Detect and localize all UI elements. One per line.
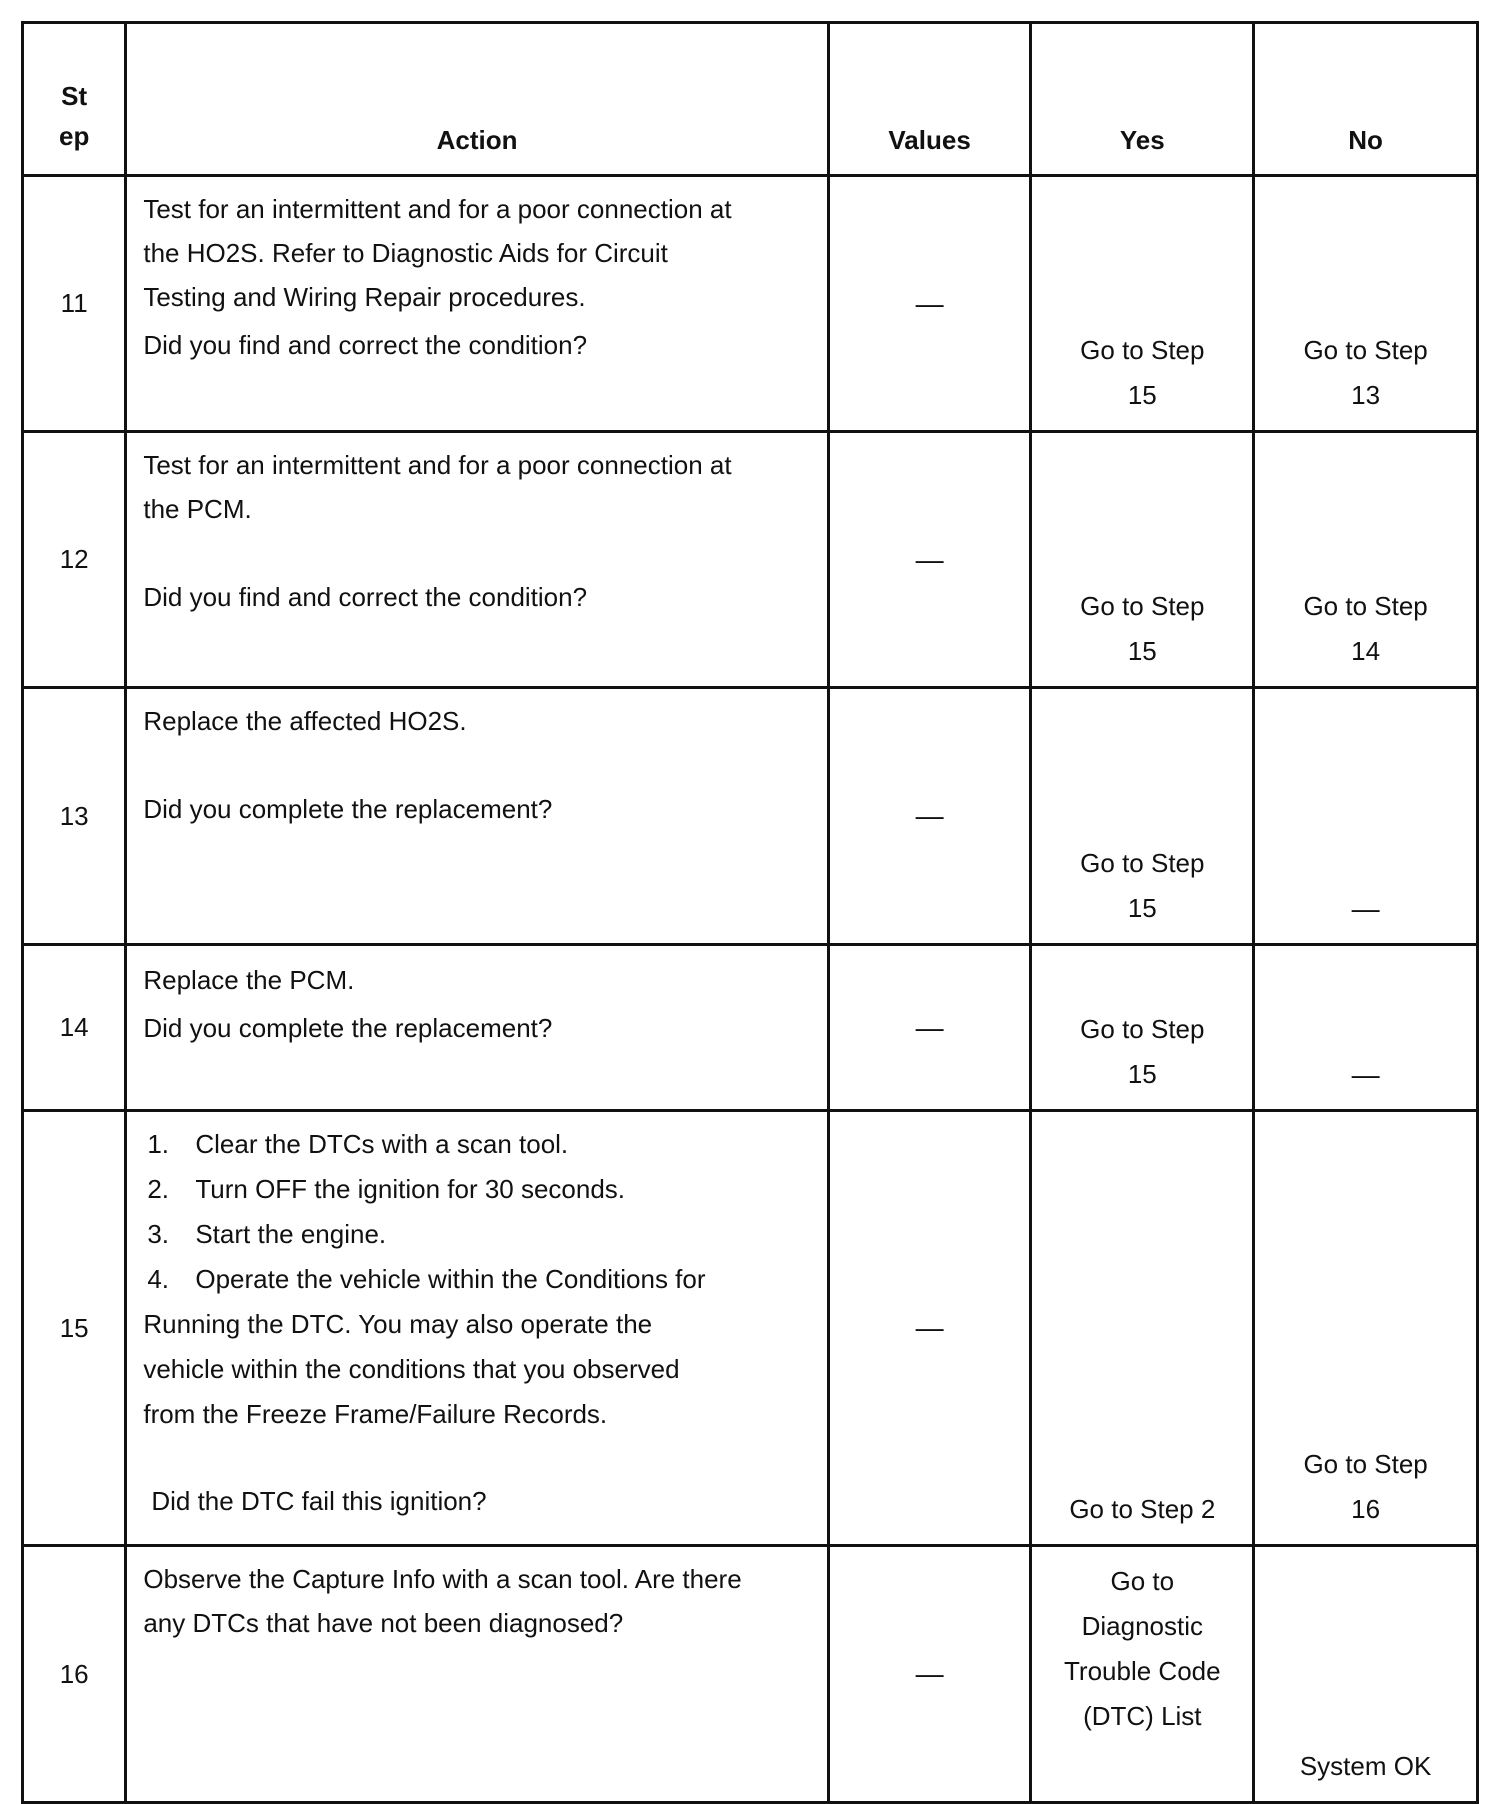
action-question: Did the DTC fail this ignition? (151, 1486, 487, 1516)
action-steps-list (143, 1122, 808, 1437)
step-number: 16 (23, 1546, 126, 1803)
no-cell: System OK (1254, 1546, 1478, 1803)
action-cell (126, 432, 828, 688)
header-yes: Yes (1031, 23, 1254, 176)
yes-cell: Go to Step 15 (1031, 945, 1254, 1111)
yes-cell: Go to Step 15 (1031, 432, 1254, 688)
action-cell (126, 945, 828, 1111)
diagnostic-table (21, 21, 1479, 1804)
table-row (23, 688, 1478, 945)
step-number: 13 (23, 688, 126, 945)
action-text: Test for an intermittent and for a poor connection at the PCM. (143, 450, 732, 524)
table-row (23, 1111, 1478, 1546)
header-row (23, 23, 1478, 176)
action-question: Did you complete the replacement? (143, 1013, 553, 1043)
action-cell (126, 688, 828, 945)
action-question: Did you find and correct the condition? (143, 582, 588, 612)
list-item: 1. Clear the DTCs with a scan tool. (147, 1129, 569, 1159)
yes-cell: Go to Step 2 (1031, 1111, 1254, 1546)
table-row (23, 432, 1478, 688)
action-text: Observe the Capture Info with a scan tool. Are there any DTCs that have not been diagnosed? (143, 1564, 742, 1638)
no-cell: Go to Step 14 (1254, 432, 1478, 688)
table-row (23, 176, 1478, 432)
no-cell: — (1254, 688, 1478, 945)
values-cell: — (828, 945, 1031, 1111)
list-item: 2. Turn OFF the ignition for 30 seconds. (147, 1174, 626, 1204)
header-values: Values (828, 23, 1031, 176)
no-cell: Go to Step 13 (1254, 176, 1478, 432)
step-number: 14 (23, 945, 126, 1111)
no-cell: Go to Step 16 (1254, 1111, 1478, 1546)
values-cell: — (828, 1111, 1031, 1546)
step-number: 15 (23, 1111, 126, 1546)
values-cell: — (828, 176, 1031, 432)
yes-cell: Go to Diagnostic Trouble Code (DTC) List (1031, 1546, 1254, 1803)
values-cell: — (828, 432, 1031, 688)
yes-cell: Go to Step 15 (1031, 176, 1254, 432)
list-item: 3. Start the engine. (147, 1219, 387, 1249)
action-text: Replace the PCM. (143, 965, 355, 995)
action-cell (126, 176, 828, 432)
values-cell: — (828, 1546, 1031, 1803)
action-cell (126, 1546, 828, 1803)
header-no: No (1254, 23, 1478, 176)
step-number: 12 (23, 432, 126, 688)
action-question: Did you find and correct the condition? (143, 330, 588, 360)
step-number: 11 (23, 176, 126, 432)
header-action: Action (126, 23, 828, 176)
values-cell: — (828, 688, 1031, 945)
action-text: Replace the affected HO2S. (143, 706, 467, 736)
no-cell: — (1254, 945, 1478, 1111)
table-row (23, 1546, 1478, 1803)
action-cell (126, 1111, 828, 1546)
list-item: 4. Operate the vehicle within the Conditions for Running the DTC. You may also operate the vehicle within the conditions that you observed from the Freeze Frame/Failure Records. (143, 1264, 706, 1429)
table-row (23, 945, 1478, 1111)
header-step: St ep (23, 23, 126, 176)
yes-cell: Go to Step 15 (1031, 688, 1254, 945)
action-text: Test for an intermittent and for a poor connection at the HO2S. Refer to Diagnostic Aids for Circuit Testing and Wiring Repair procedures. (143, 194, 732, 312)
action-question: Did you complete the replacement? (143, 794, 553, 824)
